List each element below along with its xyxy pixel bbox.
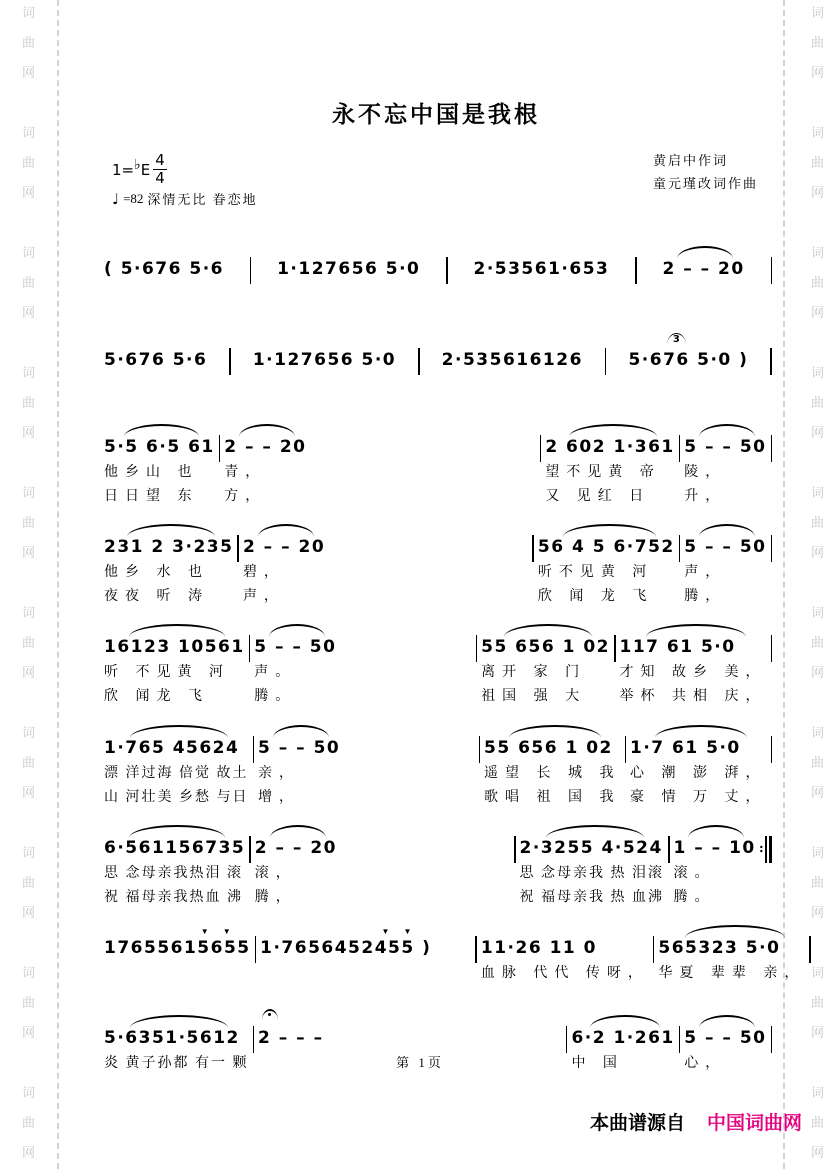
lyric-line-2: 腾， xyxy=(684,589,727,605)
end-barline xyxy=(770,348,772,375)
music-system xyxy=(100,421,772,505)
note-row xyxy=(658,938,805,958)
measure xyxy=(100,334,211,370)
lyric-line-1: 遥望 长 城 我 xyxy=(484,765,621,781)
note-row xyxy=(104,738,249,758)
notes-text: 6·2 1·261 xyxy=(571,1028,675,1049)
note-row xyxy=(224,437,306,457)
note-row xyxy=(243,537,325,557)
watermark-char: 词 xyxy=(810,845,824,860)
lyric-line-1: 听 不见黄 河 xyxy=(104,665,230,681)
repeat-dots-icon: ∶ xyxy=(759,842,763,856)
lyric-line-1: 华夏 辈辈 亲， xyxy=(658,965,806,981)
watermark-char: 曲 xyxy=(810,1115,824,1130)
lyric-line-2: 祝 福母亲我 热 血沸 xyxy=(519,889,665,905)
note-row xyxy=(258,738,340,758)
slur-icon xyxy=(646,624,746,637)
notes-text: 2 602 1·361 xyxy=(545,437,675,457)
note-row xyxy=(258,1028,324,1048)
barline xyxy=(418,348,420,375)
watermark-char: 网 xyxy=(810,1145,824,1160)
watermark-char: 曲 xyxy=(810,635,824,650)
note-row xyxy=(104,537,233,557)
note-row xyxy=(662,259,744,279)
watermark-char: 曲 xyxy=(810,755,824,770)
lyric-line-2: 祝 福母亲我热血 沸 xyxy=(104,889,243,905)
slur-icon xyxy=(685,925,785,938)
watermark-char: 词 xyxy=(810,5,824,20)
notes-text: 1 – – 10 xyxy=(673,837,756,858)
lyric-line-1: 离开 家 门 xyxy=(481,665,587,681)
score-content xyxy=(100,0,806,1088)
note-row xyxy=(104,926,251,958)
watermark-char: 网 xyxy=(810,545,824,560)
notes-text: 2·53561·653 xyxy=(473,259,610,279)
note-row xyxy=(104,838,245,858)
watermark-char: 词 xyxy=(22,1085,36,1100)
music-system xyxy=(100,621,772,705)
music-system xyxy=(100,822,772,906)
notes-text: 6·561156735 xyxy=(104,837,246,858)
watermark-char: 曲 xyxy=(22,635,36,650)
measure xyxy=(477,922,653,982)
music-system xyxy=(100,521,772,605)
measure xyxy=(273,243,424,279)
quarter-note-icon: ♩ xyxy=(112,189,120,208)
end-barline xyxy=(771,535,773,562)
notes-text: 55 656 1 02 xyxy=(484,737,613,758)
measure xyxy=(254,1012,328,1048)
fermata-icon xyxy=(262,1009,278,1020)
note-row xyxy=(684,537,766,557)
note-row xyxy=(545,437,674,457)
end-barline xyxy=(771,257,773,284)
note-row xyxy=(484,738,621,758)
slur-icon xyxy=(688,825,744,838)
barline xyxy=(446,257,448,284)
lyric-line-2: 夜夜 听 涛 xyxy=(104,589,209,605)
watermark-char: 词 xyxy=(22,965,36,980)
watermark-char: 曲 xyxy=(22,995,36,1010)
slur-icon xyxy=(509,725,602,738)
measure xyxy=(100,243,228,279)
watermark-char: 网 xyxy=(22,545,36,560)
note-row xyxy=(255,838,337,858)
watermark-char: 曲 xyxy=(22,275,36,290)
watermark-char: 曲 xyxy=(810,155,824,170)
notes-text: 2 – – 20 xyxy=(224,437,307,457)
measure xyxy=(100,922,255,958)
measure xyxy=(626,722,771,806)
end-barline xyxy=(771,435,773,462)
barline xyxy=(635,257,637,284)
notes-text: 1·127656 5·0 xyxy=(277,259,421,279)
watermark-char: 词 xyxy=(810,965,824,980)
watermark-char: 网 xyxy=(22,785,36,800)
accent-marks-icon: ▼ ▼ xyxy=(200,926,237,936)
lyric-line-2: 日日望 东 xyxy=(104,489,199,505)
lyricist-credit: 黄启中作词 xyxy=(652,153,728,168)
watermark-char: 曲 xyxy=(810,35,824,50)
watermark-char: 网 xyxy=(22,1145,36,1160)
end-barline xyxy=(771,736,773,763)
lyric-line-2: 腾。 xyxy=(254,689,297,705)
lyric-line-2: 腾。 xyxy=(673,889,716,905)
note-row xyxy=(473,259,609,279)
lyric-line-2: 腾， xyxy=(254,889,297,905)
lyric-line-1: 心， xyxy=(684,1056,727,1072)
watermark-char: 曲 xyxy=(810,275,824,290)
tempo-block xyxy=(112,189,258,208)
watermark-char: 曲 xyxy=(22,1115,36,1130)
note-row xyxy=(538,537,675,557)
note-row xyxy=(104,637,245,657)
watermark-char: 词 xyxy=(810,1085,824,1100)
watermark-char: 曲 xyxy=(810,875,824,890)
slur-icon xyxy=(699,524,755,537)
notes-text: 117 61 5·0 xyxy=(619,637,736,658)
end-barline xyxy=(809,936,811,963)
note-row xyxy=(253,350,396,370)
watermark-char: 曲 xyxy=(22,515,36,530)
measure xyxy=(249,334,400,370)
notes-text: 11·26 11 0 xyxy=(480,937,597,958)
note-row xyxy=(674,838,756,858)
notes-text: 17655615655 xyxy=(104,937,251,958)
watermark-char: 词 xyxy=(810,605,824,620)
lyric-line-1: 他乡 水 也 xyxy=(104,565,209,581)
note-row xyxy=(620,637,767,657)
slur-icon xyxy=(129,624,225,637)
measure xyxy=(100,722,253,806)
notes-text: 56 4 5 6·752 xyxy=(537,537,675,558)
credits xyxy=(653,149,758,196)
notes-text: 1·765 45624 xyxy=(104,737,240,758)
lyric-line-1: 漂 洋过海 倍觉 故土 xyxy=(104,765,249,781)
notes-text: 5 – – 50 xyxy=(684,1028,767,1049)
watermark-char: 网 xyxy=(22,185,36,200)
slur-icon xyxy=(546,825,644,838)
repeat-barline xyxy=(760,836,772,863)
measure xyxy=(534,521,679,605)
lyric-line-1: 思 念母亲我热泪 滚 xyxy=(104,865,243,881)
lyric-line-2: 歌唱 祖 国 我 xyxy=(484,789,621,805)
barline xyxy=(229,348,231,375)
lyric-line-2: 声， xyxy=(242,589,285,605)
music-system xyxy=(100,922,806,982)
lyric-line-2: 又 见红 日 xyxy=(545,489,651,505)
watermark-char: 词 xyxy=(22,5,36,20)
measure xyxy=(654,922,809,982)
watermark-char: 曲 xyxy=(810,395,824,410)
lyric-line-2: 方， xyxy=(224,489,267,505)
notes-text: 1·7 61 5·0 xyxy=(630,737,741,758)
watermark-char: 网 xyxy=(810,305,824,320)
notes-text: 565323 5·0 xyxy=(658,937,781,958)
song-title: 永不忘中国是我根 xyxy=(332,102,540,127)
lyric-line-2: 欣 闻 龙 飞 xyxy=(537,589,654,605)
measure xyxy=(477,621,614,705)
time-signature xyxy=(153,153,167,186)
notes-text: 5 – – 50 xyxy=(258,737,341,758)
note-row xyxy=(254,637,336,657)
measure xyxy=(100,822,249,906)
lyric-line-2: 增， xyxy=(258,789,300,805)
thick-barline xyxy=(769,836,773,863)
lyric-line-1: 滚， xyxy=(254,865,297,881)
watermark-char: 词 xyxy=(810,485,824,500)
watermark-char: 曲 xyxy=(810,995,824,1010)
watermark-char: 曲 xyxy=(22,35,36,50)
notes-text: 55 656 1 02 xyxy=(481,637,610,658)
watermark-char: 网 xyxy=(22,665,36,680)
watermark-char: 网 xyxy=(810,65,824,80)
thin-barline xyxy=(765,836,767,863)
measure xyxy=(250,621,340,705)
lyric-line-1: 心 潮 澎 湃， xyxy=(630,765,767,781)
lyric-line-1: 才知 故乡 美， xyxy=(619,665,767,681)
lyric-line-2: 豪 情 万 丈， xyxy=(630,789,767,805)
note-row xyxy=(571,1028,674,1048)
note-row xyxy=(684,1028,766,1048)
note-row xyxy=(520,838,665,858)
music-system xyxy=(100,334,772,375)
watermark-char: 词 xyxy=(22,485,36,500)
watermark-char: 网 xyxy=(22,425,36,440)
notes-text: 5 – – 50 xyxy=(684,437,767,457)
measure xyxy=(670,822,760,906)
measure xyxy=(239,521,329,605)
music-system xyxy=(100,722,772,806)
notes-text: 2 – – 20 xyxy=(242,537,326,558)
note-row xyxy=(277,259,420,279)
watermark-char: 网 xyxy=(810,185,824,200)
end-barline xyxy=(771,635,773,662)
watermark-char: 网 xyxy=(810,665,824,680)
watermark-char: 网 xyxy=(810,785,824,800)
key-label: 1= xyxy=(112,160,135,179)
lyric-line-2: 祖国 强 大 xyxy=(481,689,587,705)
lyric-line-1: 亲， xyxy=(258,765,300,781)
slur-icon xyxy=(655,725,748,738)
watermark-char: 词 xyxy=(810,365,824,380)
source-label: 本曲谱源自 xyxy=(589,1113,685,1134)
notes-text: 16123 10561 xyxy=(104,637,245,658)
watermark-char: 词 xyxy=(22,365,36,380)
lyric-line-1: 声， xyxy=(684,565,727,581)
music-system xyxy=(100,243,772,284)
watermark-column-left xyxy=(22,6,35,1169)
lyric-line-1: 中 国 xyxy=(571,1056,624,1072)
watermark-char: 词 xyxy=(810,245,824,260)
measure xyxy=(438,334,587,370)
fermata-dot-icon xyxy=(268,1013,271,1016)
slur-icon xyxy=(130,1015,228,1028)
lyric-line-1: 青， xyxy=(224,465,267,480)
measure xyxy=(100,521,237,605)
lyric-line-1: 陵， xyxy=(684,465,727,480)
note-row xyxy=(104,259,224,279)
lyric-line-2: 升， xyxy=(684,489,727,505)
slur-icon xyxy=(124,424,199,437)
note-row xyxy=(104,350,207,370)
notes-text: 5·5 6·5 61 xyxy=(104,437,215,457)
end-barline xyxy=(771,1026,773,1053)
slur-icon xyxy=(258,524,314,537)
slur-icon xyxy=(270,825,326,838)
accent-marks-icon: ▼ ▼ xyxy=(381,926,418,936)
watermark-char: 网 xyxy=(22,1025,36,1040)
barline xyxy=(605,348,607,375)
measure xyxy=(680,521,770,605)
slur-icon xyxy=(129,825,225,838)
watermark-char: 网 xyxy=(22,305,36,320)
slur-icon xyxy=(130,725,228,738)
notes-text: 2·535616126 xyxy=(441,350,583,370)
slur-icon xyxy=(563,524,656,537)
watermark-char: 词 xyxy=(22,245,36,260)
lyric-line-1: 听不见黄 河 xyxy=(537,565,654,581)
lyric-line-1: 炎 黄子孙都 有一 颗 xyxy=(104,1056,249,1072)
measure xyxy=(469,243,613,279)
measure xyxy=(480,722,625,806)
watermark-char: 曲 xyxy=(22,755,36,770)
notes-text: 2 – – 20 xyxy=(254,837,337,858)
watermark-char: 曲 xyxy=(810,515,824,530)
slur-icon xyxy=(699,424,755,437)
page-number: 第 1页 xyxy=(396,1055,444,1070)
lyric-line-1: 思 念母亲我 热 泪滚 xyxy=(519,865,665,881)
slur-icon xyxy=(127,524,215,537)
site-name: 中国词曲网 xyxy=(706,1113,802,1134)
flat-icon: ♭ xyxy=(134,156,141,173)
notes-text: 5·676 5·6 xyxy=(104,350,208,370)
time-top: 4 xyxy=(155,151,165,169)
time-bottom: 4 xyxy=(155,169,165,187)
slur-icon xyxy=(269,624,325,637)
measure xyxy=(100,421,219,505)
notes-text: 231 2 3·235 xyxy=(104,537,234,558)
note-row xyxy=(481,938,649,958)
key-note: E xyxy=(140,160,151,179)
note-row xyxy=(104,437,215,457)
note-row xyxy=(684,437,766,457)
note-row xyxy=(260,926,432,958)
watermark-char: 曲 xyxy=(22,875,36,890)
slur-icon xyxy=(677,246,733,259)
watermark-char: 词 xyxy=(22,605,36,620)
slur-icon xyxy=(699,1015,755,1028)
note-row xyxy=(628,334,749,370)
watermark-char: 网 xyxy=(810,425,824,440)
slur-icon xyxy=(239,424,295,437)
expression-text: 深情无比 眷恋地 xyxy=(147,192,258,207)
watermark-char: 曲 xyxy=(22,155,36,170)
notes-text: 5·676 5·0 ) xyxy=(628,350,749,370)
measure xyxy=(254,722,344,806)
watermark-char: 网 xyxy=(22,65,36,80)
lyric-line-2: 举杯 共相 庆， xyxy=(619,689,767,705)
note-row xyxy=(481,637,610,657)
measure xyxy=(100,621,249,705)
lyric-line-1: 声。 xyxy=(254,665,297,681)
notes-text: 2 – – – xyxy=(258,1028,324,1049)
notes-text: 2·3255 4·524 xyxy=(519,837,663,858)
note-row xyxy=(630,738,767,758)
slur-icon xyxy=(504,624,592,637)
watermark-char: 词 xyxy=(810,725,824,740)
note-row xyxy=(442,350,583,370)
measure xyxy=(256,922,435,958)
watermark-char: 网 xyxy=(22,905,36,920)
watermark-char: 词 xyxy=(810,125,824,140)
watermark-char: 网 xyxy=(810,905,824,920)
lyric-line-1: 碧， xyxy=(242,565,285,581)
measure xyxy=(516,822,669,906)
measure xyxy=(616,621,771,705)
composer-credit: 童元瑾改词作曲 xyxy=(652,176,758,192)
systems xyxy=(100,243,806,1072)
lyric-line-1: 滚。 xyxy=(673,865,716,881)
lyric-line-2: 山 河壮美 乡愁 与日 xyxy=(104,789,249,805)
watermark-char: 词 xyxy=(22,125,36,140)
lyric-line-2: 欣 闻龙 飞 xyxy=(104,689,209,705)
notes-text: 1·127656 5·0 xyxy=(252,350,397,370)
barline xyxy=(250,257,252,284)
notes-text: 5 – – 50 xyxy=(684,537,767,558)
lyric-line-1: 望不见黄 帝 xyxy=(545,465,661,480)
triplet-icon: 3 xyxy=(667,333,686,345)
lyric-line-1: 血脉 代代 传呀， xyxy=(480,965,649,981)
tempo-value: =82 xyxy=(123,190,144,206)
notes-text: 2 – – 20 xyxy=(662,259,745,279)
measure xyxy=(658,243,748,279)
measure xyxy=(251,822,341,906)
score-meta xyxy=(100,143,772,219)
left-dashed-border xyxy=(57,0,59,1169)
watermark-char: 词 xyxy=(22,845,36,860)
notes-text: ( 5·676 5·6 xyxy=(104,259,224,279)
lyric-line-1: 他乡山 也 xyxy=(104,465,199,480)
measure xyxy=(680,421,770,505)
key-signature xyxy=(112,153,167,186)
right-dashed-border xyxy=(783,0,785,1169)
slur-icon xyxy=(569,424,657,437)
measure xyxy=(220,421,310,505)
footer xyxy=(590,1108,802,1135)
watermark-column-right xyxy=(811,6,824,1169)
notes-text: 5·6351·5612 xyxy=(104,1028,240,1049)
measure xyxy=(541,421,678,505)
notes-text: 1·7656452455 ) xyxy=(260,937,432,958)
measure xyxy=(624,334,752,370)
note-row xyxy=(104,1028,249,1048)
watermark-char: 网 xyxy=(810,1025,824,1040)
slur-icon xyxy=(590,1015,660,1028)
notes-text: 5 – – 50 xyxy=(254,637,337,658)
slur-icon xyxy=(273,725,329,738)
watermark-char: 词 xyxy=(22,725,36,740)
watermark-char: 曲 xyxy=(22,395,36,410)
